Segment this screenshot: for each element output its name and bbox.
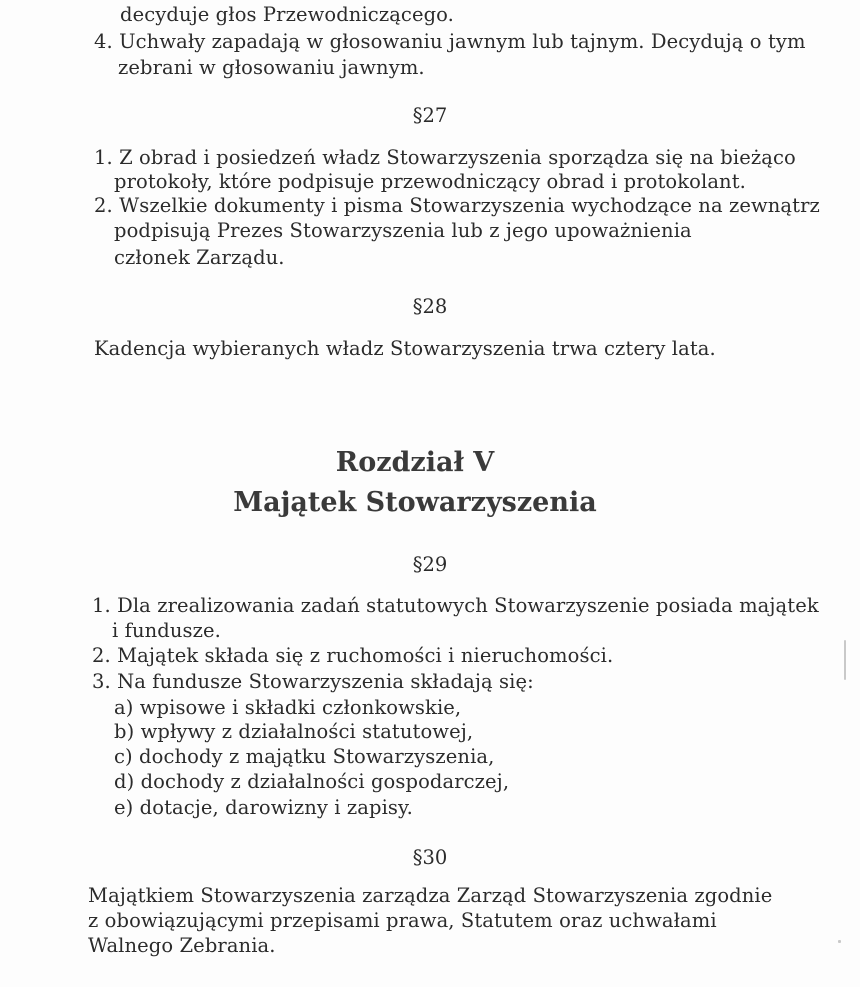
scan-artifact: [844, 640, 846, 680]
paragraph-line: Kadencja wybieranych władz Stowarzyszenia trwa cztery lata.: [94, 337, 716, 360]
list-item: 4. Uchwały zapadają w głosowaniu jawnym lub tajnym. Decydują o tym: [94, 30, 806, 53]
sub-list-item: e) dotacje, darowizny i zapisy.: [114, 796, 413, 819]
paragraph-line: Majątkiem Stowarzyszenia zarządza Zarząd Stowarzyszenia zgodnie: [88, 884, 773, 907]
sub-list-item: c) dochody z majątku Stowarzyszenia,: [114, 745, 495, 768]
chapter-subtitle: Majątek Stowarzyszenia: [233, 487, 597, 518]
paragraph-line: Walnego Zebrania.: [88, 934, 276, 957]
sub-list-item: d) dochody z działalności gospodarczej,: [114, 770, 510, 793]
list-item: 2. Majątek składa się z ruchomości i nieruchomości.: [92, 644, 614, 667]
sub-list-item: a) wpisowe i składki członkowskie,: [114, 696, 462, 719]
scan-artifact: [838, 940, 841, 943]
paragraph-line: zebrani w głosowaniu jawnym.: [118, 56, 425, 79]
list-item: 1. Z obrad i posiedzeń władz Stowarzyszenia sporządza się na bieżąco: [94, 146, 796, 169]
section-heading: §30: [412, 846, 448, 869]
paragraph-line: protokoły, które podpisuje przewodniczący obrad i protokolant.: [114, 170, 746, 193]
list-item: 3. Na fundusze Stowarzyszenia składają się:: [92, 670, 534, 693]
chapter-title: Rozdział V: [335, 447, 495, 478]
paragraph-line: podpisują Prezes Stowarzyszenia lub z jego upoważnienia: [114, 219, 692, 242]
paragraph-line: decyduje głos Przewodniczącego.: [120, 3, 454, 26]
paragraph-line: i fundusze.: [112, 619, 221, 642]
section-heading: §28: [412, 295, 448, 318]
list-item: 1. Dla zrealizowania zadań statutowych Stowarzyszenie posiada majątek: [92, 594, 819, 617]
list-item: 2. Wszelkie dokumenty i pisma Stowarzyszenia wychodzące na zewnątrz: [94, 194, 820, 217]
paragraph-line: członek Zarządu.: [114, 246, 285, 269]
section-heading: §29: [412, 553, 448, 576]
paragraph-line: z obowiązującymi przepisami prawa, Statutem oraz uchwałami: [88, 909, 717, 932]
sub-list-item: b) wpływy z działalności statutowej,: [114, 720, 474, 743]
section-heading: §27: [412, 104, 448, 127]
